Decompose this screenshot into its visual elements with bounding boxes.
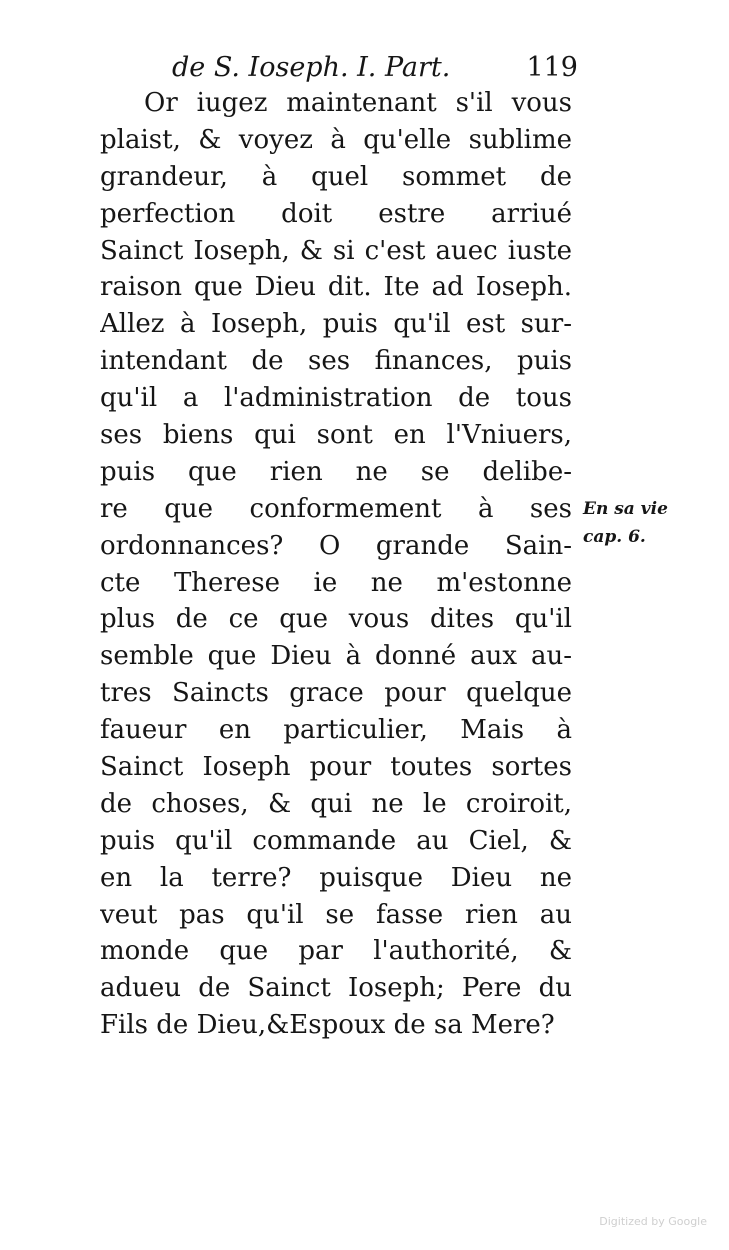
text-line: cte Therese ie ne m'estonne: [100, 567, 572, 598]
text-line: plaist, & voyez à qu'elle sublime: [100, 124, 572, 155]
margin-note-line: cap. 6.: [583, 527, 646, 547]
text-line: Allez à Ioseph, puis qu'il est sur-: [100, 309, 572, 340]
text-line: en la terre? puisque Dieu ne: [100, 862, 572, 893]
text-line: semble que Dieu à donné aux au-: [100, 641, 572, 672]
digitization-watermark: Digitized by Google: [599, 1215, 707, 1228]
text-line: Sainct Ioseph pour toutes sortes: [100, 752, 572, 783]
text-line: re que conformement à ses: [100, 493, 572, 524]
text-line: intendant de ses finances, puis: [100, 346, 572, 377]
text-line: de choses, & qui ne le croiroit,: [100, 788, 572, 819]
text-line: tres Saincts grace pour quelque: [100, 678, 572, 709]
body-text: [100, 85, 572, 1044]
page-number: 119: [526, 52, 578, 83]
running-title: de S. Ioseph. I. Part.: [172, 52, 451, 83]
text-line: grandeur, à quel sommet de: [100, 161, 572, 192]
text-line: veut pas qu'il se fasse rien au: [100, 899, 572, 930]
text-line: Sainct Ioseph, & si c'est auec iuste: [100, 235, 572, 266]
text-line: perfection doit estre arriué: [100, 198, 572, 229]
text-line: faueur en particulier, Mais à: [100, 715, 572, 746]
text-line: qu'il a l'administration de tous: [100, 383, 572, 414]
text-line: puis qu'il commande au Ciel, &: [100, 825, 572, 856]
text-line: Or iugez maintenant s'il vous: [144, 88, 572, 118]
margin-note: [583, 495, 723, 551]
text-line: puis que rien ne se delibe-: [100, 456, 572, 487]
text-line: raison que Dieu dit. Ite ad Ioseph.: [100, 272, 572, 303]
text-line: plus de ce que vous dites qu'il: [100, 604, 572, 635]
text-line: ordonnances? O grande Sain-: [100, 530, 572, 561]
text-line: Fils de Dieu,&Espoux de sa Mere?: [100, 1010, 555, 1041]
margin-note-line: En sa vie: [583, 499, 668, 519]
text-line: ses biens qui sont en l'Vniuers,: [100, 420, 572, 451]
text-line: adueu de Sainct Ioseph; Pere du: [100, 973, 572, 1004]
text-line: monde que par l'authorité, &: [100, 936, 572, 967]
running-head: [172, 48, 582, 88]
